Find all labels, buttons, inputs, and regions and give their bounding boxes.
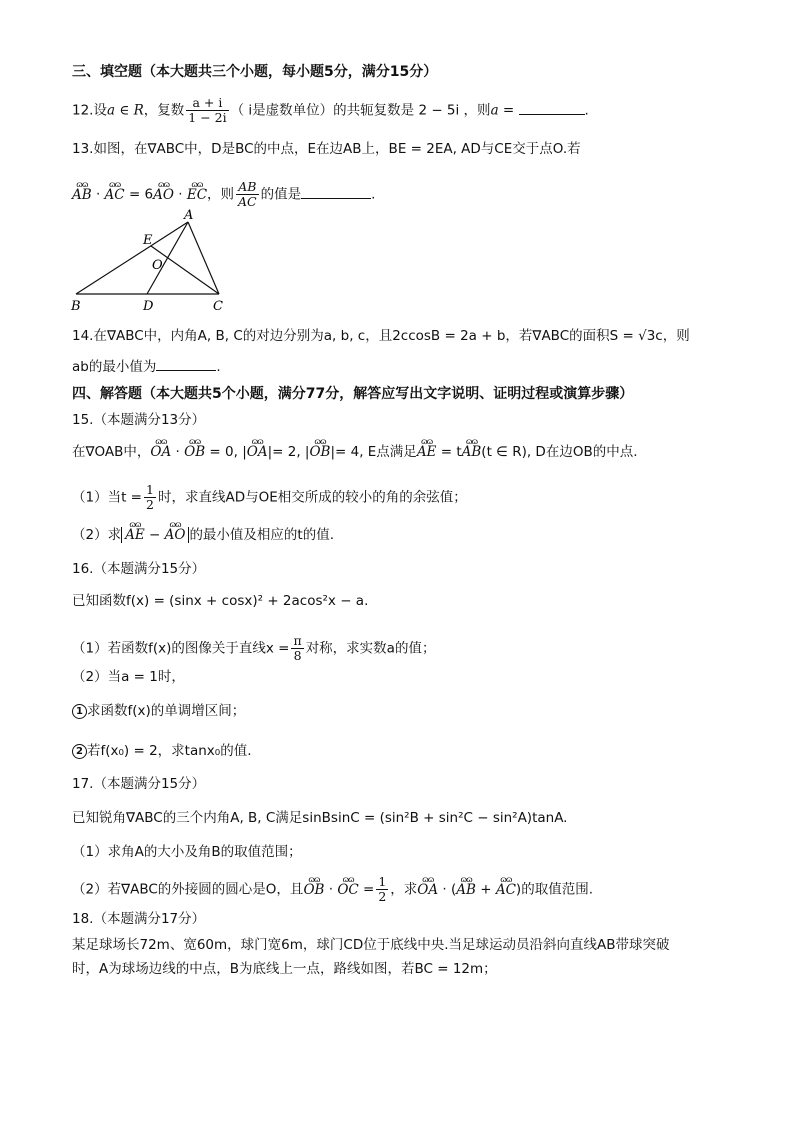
q15-stem-b: = 0, | <box>209 444 247 460</box>
label-c: C <box>213 299 223 314</box>
q16-sub1-mark: 1 <box>72 704 87 719</box>
q17-p2-c: 的取值范围. <box>521 881 593 898</box>
q15-stem-c: |= 2, | <box>267 444 310 460</box>
q15-p2-b: 的最小值及相应的t的值. <box>189 527 335 543</box>
q12-frac-den: 1 − 2i <box>188 110 227 125</box>
q15-part1 <box>72 483 467 512</box>
q13-end: . <box>371 186 376 203</box>
q15-vec-oa: ɷɷ OA <box>150 443 171 461</box>
label-b: B <box>71 299 81 314</box>
q17-p2-plus: + <box>480 881 492 898</box>
q17-part1: （1）求角A的大小及角B的取值范围； <box>72 844 302 860</box>
q13-vec-ac: ɷɷ AC <box>105 186 125 204</box>
q16-sub1 <box>72 702 245 720</box>
question-13-line1: 13.如图，在∇ABC中，D是BC的中点，E在边AB上，BE = 2EA, AD与CE交于点O.若 <box>72 141 581 157</box>
question-13-line2: ɷɷ AB · ɷɷ AC = 6ɷɷ AO · ɷɷ EC，则 $\frac{AB}{AC}$ 的值是 . <box>72 180 375 209</box>
q16-p1-den: 8 <box>293 648 302 663</box>
q13-fraction <box>236 180 259 209</box>
label-a: A <box>184 208 194 223</box>
q13-vec-ec: ɷɷ EC <box>187 186 207 204</box>
q18-line1: 某足球场长72m、宽60m，球门宽6m，球门CD位于底线中央.当足球运动员沿斜向直线AB带球突破 <box>72 937 670 953</box>
q15-p1-num: 1 <box>146 482 154 497</box>
q17-vec-ac: ɷɷ AC <box>496 881 516 899</box>
q15-p1-fraction <box>144 483 156 512</box>
q15-header: 15.（本题满分13分） <box>72 412 206 428</box>
q16-sub2-text: 若f(x₀) = 2，求tanx₀的值. <box>87 743 252 759</box>
q16-p1-a: （1）若函数f(x)的图像关于直线x = <box>72 640 290 657</box>
q12-prefix: 12.设 <box>72 102 107 119</box>
q12-fraction <box>186 96 228 125</box>
q15-vec-ab: ɷɷ AB <box>462 443 482 461</box>
q17-vec-ab: ɷɷ AB <box>456 881 476 899</box>
line-ab <box>76 222 188 294</box>
q15-p2-vec-ao: ɷɷ AO <box>165 526 186 544</box>
q17-p2-eq: = <box>363 881 375 898</box>
q12-answer-blank[interactable] <box>519 102 585 115</box>
q13-vec-ab: ɷɷ AB <box>72 186 92 204</box>
q13-eq-mid: = 6 <box>128 186 154 203</box>
q13-triangle-figure <box>64 208 234 320</box>
q17-header: 17.（本题满分15分） <box>72 776 206 792</box>
section-title-fill-blank: 三、填空题（本大题共三个小题，每小题5分，满分15分） <box>72 64 438 80</box>
q13-vec-ao: ɷɷ AO <box>153 186 174 204</box>
q15-p2-minus: − <box>149 527 161 543</box>
q17-stem: 已知锐角∇ABC的三个内角A, B, C满足sinBsinC = (sin²B + sin²C − sin²A)tanA. <box>72 810 568 826</box>
q13-frac-num: AB <box>236 180 259 195</box>
question-14-line1: 14.在∇ABC中，内角A, B, C的对边分别为a, b, c，且2ccosB = 2a + b，若∇ABC的面积S = √3c，则 <box>72 328 690 344</box>
q12-condition: a ∈ R <box>106 102 144 119</box>
q13-answer-blank[interactable] <box>301 186 371 199</box>
q14-end: . <box>216 359 221 375</box>
q15-p1-a: （1）当t = <box>72 489 142 506</box>
q16-part1 <box>72 634 435 663</box>
q15-p1-den: 2 <box>146 497 154 512</box>
q15-stem-e: = t <box>440 444 462 460</box>
q15-p1-b: 时，求直线AD与OE相交所成的较小的角的余弦值； <box>157 489 467 506</box>
q16-sub2-mark: 2 <box>72 744 87 759</box>
q15-p2-vec-ae: ɷɷ AE <box>125 526 145 544</box>
q13-eq-tail: 的值是 <box>260 186 302 203</box>
q15-vec-ob: ɷɷ OB <box>184 443 205 461</box>
q15-p2-a: （2）求 <box>72 527 122 543</box>
q17-vec-oc: ɷɷ OC <box>337 881 358 899</box>
q17-vec-oa: ɷɷ OA <box>417 881 438 899</box>
q15-vec-ob2: ɷɷ OB <box>309 443 330 461</box>
q12-frac-num: a + i <box>186 96 228 111</box>
q15-stem: 在∇OAB中，ɷɷ OA · ɷɷ OB = 0, |ɷɷ OA|= 2, |ɷɷ OB|= 4, E点满足ɷɷ AE = tɷɷ AB(t ∈ R), D在边OB的中点. <box>72 443 638 461</box>
q16-sub1-text: 求函数f(x)的单调增区间； <box>87 703 246 719</box>
q13-frac-den: AC <box>238 194 257 209</box>
q15-p2-abs <box>121 527 189 543</box>
q16-sub2 <box>72 742 252 760</box>
q14-answer-blank[interactable] <box>156 358 216 371</box>
q17-p2-a: （2）若∇ABC的外接圆的圆心是O，且 <box>72 881 304 898</box>
q18-line2: 时，A为球场边线的中点，B为底线上一点，路线如图，若BC = 12m； <box>72 961 497 977</box>
q16-p1-b: 对称，求实数a的值； <box>305 640 436 657</box>
q16-p1-num: π <box>293 633 302 648</box>
label-o: O <box>152 258 163 273</box>
q17-p2-fraction <box>376 875 388 904</box>
q17-p2-num: 1 <box>378 874 387 889</box>
label-d: D <box>143 299 154 314</box>
q12-note: （ i是虚数单位）的共轭复数是 2 − 5i ，则 <box>230 102 491 119</box>
q18-header: 18.（本题满分17分） <box>72 911 206 927</box>
q17-vec-ob: ɷɷ OB <box>303 881 324 899</box>
q16-p1-fraction <box>291 634 303 663</box>
q15-stem-a: 在∇OAB中， <box>72 444 151 460</box>
question-14-line2 <box>72 358 221 376</box>
section-title-answer: 四、解答题（本大题共5个小题，满分77分，解答应写出文字说明、证明过程或演算步骤） <box>72 386 634 402</box>
q15-vec-ae: ɷɷ AE <box>417 443 437 461</box>
q12-ask: a = <box>490 102 515 119</box>
question-12 <box>72 96 589 125</box>
q16-stem: 已知函数f(x) = (sinx + cosx)² + 2acos²x − a. <box>72 593 369 609</box>
q15-stem-d: |= 4, E点满足 <box>330 444 417 460</box>
label-e: E <box>143 233 153 248</box>
q15-vec-oa2: ɷɷ OA <box>247 443 268 461</box>
q14-line2-text: ab的最小值为 <box>72 359 157 375</box>
q13-eq-then: ，则 <box>207 186 235 203</box>
q12-end: . <box>584 102 589 119</box>
q17-p2-den: 2 <box>378 889 387 904</box>
q16-part2: （2）当a = 1时， <box>72 669 185 685</box>
q17-p2-b: ，求 <box>390 881 418 898</box>
q17-part2: （2）若∇ABC的外接圆的圆心是O，且ɷɷ OB · ɷɷ OC = $\frac{1}{2}$ ，求ɷɷ OA · (ɷɷ AB + ɷɷ AC)的取值范围. <box>72 875 593 904</box>
q15-part2 <box>72 526 334 544</box>
q15-stem-f: (t ∈ R), D在边OB的中点. <box>481 444 638 460</box>
q12-mid: ，复数 <box>143 102 185 119</box>
q16-header: 16.（本题满分15分） <box>72 561 206 577</box>
